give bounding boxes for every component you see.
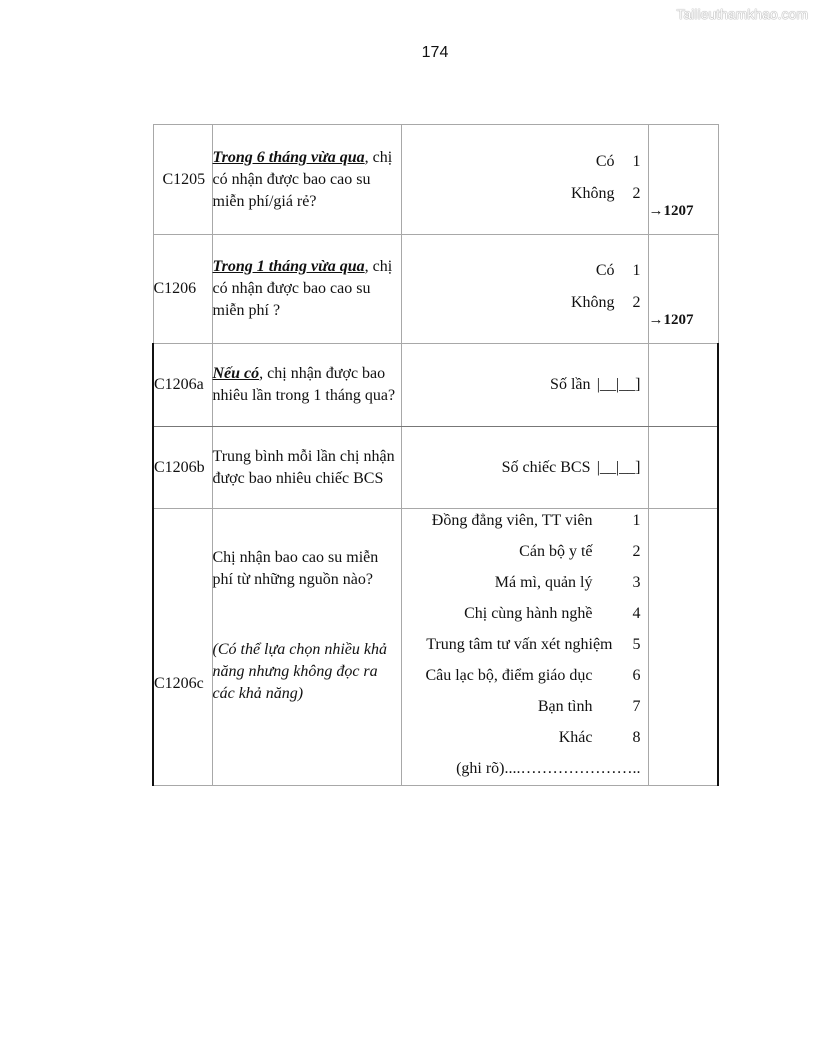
question-row-c1206a [153,344,718,427]
answer-options [401,509,648,786]
question-emphasis: Trong 1 tháng vừa qua [212,258,365,275]
question-emphasis: Trong 6 tháng vừa qua [212,148,365,166]
count-input-boxes[interactable]: |__|__] [596,458,641,476]
question-code: C1206c [153,509,212,786]
question-code: C1205 [153,125,212,235]
option-no[interactable]: Không 2 [570,294,641,311]
skip-instruction [648,509,718,786]
question-note: (Có thể lựa chọn nhiều khả năng nhưng không đọc ra các khả năng) [212,641,387,702]
watermark: Tailieuthamkhao.com [676,6,808,22]
question-body: Trung bình mỗi lần chị nhận được bao nhiêu chiếc BCS [212,447,395,487]
question-body: , chị nhận được bao nhiêu lần trong 1 tháng qua? [212,365,396,404]
question-row-c1206b [153,427,718,509]
answer-options [401,235,648,344]
option-other[interactable]: Khác 8 [558,729,641,746]
question-emphasis: Nếu có [212,365,260,382]
question-row-c1205 [153,125,718,235]
answer-field [401,344,648,427]
question-body: Chị nhận bao cao su miễn phí từ những nguồn nào? [212,549,379,588]
option-vct-center[interactable]: Trung tâm tư vấn xét nghiệm 5 [426,636,641,653]
skip-arrow-label: →1207 [648,203,694,219]
option-no[interactable]: Không 2 [570,184,641,202]
skip-arrow-label: →1207 [648,312,694,328]
question-code: C1206b [153,427,212,509]
question-code: C1206 [153,235,212,344]
count-input-boxes[interactable]: |__|__] [596,376,641,393]
specify-other-field[interactable]: (ghi rõ)....………………….. [456,760,641,777]
question-row-c1206c [153,509,718,786]
question-text: Trong 1 tháng vừa qua, chị có nhận được bao cao su miễn phí ? [212,235,401,344]
answer-label: Số lần [550,376,591,393]
skip-instruction [648,344,718,427]
skip-instruction [648,125,718,235]
option-club[interactable]: Câu lạc bộ, điểm giáo dục 6 [425,667,641,684]
question-body: chị có nhận được bao cao su miễn phí/giá rẻ? [212,148,393,210]
option-manager[interactable]: Má mì, quản lý 3 [494,574,641,591]
question-text [212,509,401,786]
option-partner[interactable]: Bạn tình 7 [537,698,641,715]
question-code: C1206a [153,344,212,427]
page-number: 174 [421,44,449,61]
option-peer-educator[interactable]: Đồng đẳng viên, TT viên 1 [431,512,641,529]
question-text [212,344,401,427]
answer-field [401,427,648,509]
skip-instruction [648,427,718,509]
questionnaire-table [152,124,719,786]
option-yes[interactable]: Có 1 [595,152,641,170]
question-row-c1206 [153,235,718,344]
question-body: chị có nhận được bao cao su miễn phí ? [212,258,393,319]
skip-instruction [648,235,718,344]
question-text: Trong 6 tháng vừa qua, chị có nhận được bao cao su miễn phí/giá rẻ? [212,125,401,235]
option-yes[interactable]: Có 1 [595,262,641,279]
option-health-worker[interactable]: Cán bộ y tế 2 [519,543,641,560]
question-text [212,427,401,509]
answer-options [401,125,648,235]
answer-label: Số chiếc BCS [501,458,591,476]
option-fellow-worker[interactable]: Chị cùng hành nghề 4 [464,605,641,622]
